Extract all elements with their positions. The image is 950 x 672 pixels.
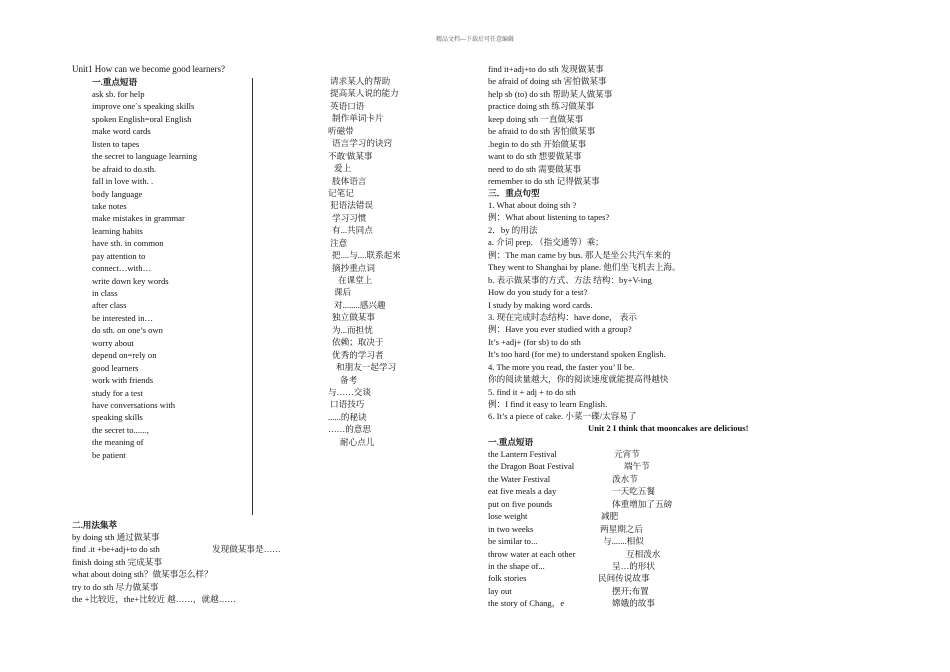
usage-line: .begin to do sth 开始做某事 [488, 138, 587, 149]
unit2-phrase-en: be similar to... [488, 536, 538, 547]
phrase-en: make word cards [92, 126, 151, 137]
unit1-title: Unit1 How can we become good learners? [72, 64, 225, 74]
phrase-en: make mistakes in grammar [92, 213, 185, 224]
phrase-zh: 独立做某事 [332, 312, 375, 323]
english-phrase-list [92, 88, 197, 461]
sentence-line: It’s too hard (for me) to understand spoken English. [488, 349, 666, 360]
phrase-zh: 备考 [340, 374, 358, 385]
phrase-zh: 爱上 [334, 163, 352, 174]
phrase-zh: 学习习惯 [332, 212, 367, 223]
phrase-zh: 请求某人的帮助 [330, 76, 391, 86]
unit1-section2-title: 二.用法集萃 [72, 520, 118, 530]
sentence-line: 例：Have you ever studied with a group? [488, 324, 632, 335]
phrase-zh: 把....与....联系起来 [332, 250, 401, 261]
sentence-line: 2．by 的用法 [488, 224, 538, 235]
sentence-pattern-list [488, 199, 681, 423]
sentence-line: 你的阅读量越大，你的阅读速度就能提高得越快 [488, 374, 669, 385]
unit2-phrase-zh: 呈…的形状 [612, 560, 655, 571]
unit2-phrase-zh: 体重增加了五磅 [612, 498, 673, 509]
phrase-en: do sth. on one’s own [92, 325, 163, 336]
phrase-zh: 在课堂上 [338, 275, 373, 285]
usage-line: remember to do sth 记得做某事 [488, 175, 600, 186]
unit2-chinese-meaning-list [0, 448, 672, 610]
sentence-line: I study by making word cards. [488, 299, 593, 310]
usage-line: try to do sth 尽力做某事 [72, 581, 159, 592]
phrase-en: work with friends [92, 375, 154, 386]
phrase-en: the secret to language learning [92, 151, 197, 162]
phrase-zh: 和朋友一起学习 [336, 362, 397, 373]
sentence-line: How do you study for a test? [488, 287, 588, 298]
phrase-en: good learners [92, 362, 139, 373]
sentence-line: 1. What about doing sth ? [488, 200, 577, 210]
phrase-en: the meaning of [92, 437, 144, 448]
sentence-line: 例：The man came by bus. 那人是坐公共汽车来的 [488, 249, 671, 260]
usage-line: be afraid to do sth 害怕做某事 [488, 126, 596, 137]
phrase-zh: 摘抄重点词 [332, 262, 375, 273]
phrase-en: in class [92, 288, 118, 298]
phrase-zh: 犯语法错误 [330, 200, 373, 211]
usage-line: the +比较近，the+比较近 越……，就越…… [72, 594, 236, 605]
phrase-zh: 对........感兴趣 [334, 299, 386, 310]
unit2-phrase-zh: 互相泼水 [626, 548, 661, 559]
unit2-phrase-en: in two weeks [488, 523, 534, 534]
phrase-zh: 与……交谈 [328, 386, 371, 397]
phrase-zh: 有...共同点 [332, 225, 373, 236]
phrase-en: write down key words [92, 275, 169, 286]
phrase-zh: 语言学习的诀窍 [332, 138, 393, 149]
usage-line: be afraid of doing sth 害怕做某事 [488, 76, 607, 87]
unit2-phrase-zh: 元宵节 [614, 449, 640, 459]
unit2-phrase-zh: 泼水节 [612, 473, 638, 484]
phrase-en: have sth. in common [92, 238, 164, 249]
unit2-phrase-en: the Dragon Boat Festival [488, 461, 575, 472]
phrase-zh: 不敢'做某事 [328, 150, 373, 161]
unit1-section1-title: 一.重点短语 [92, 77, 138, 87]
phrase-en: pay attention to [92, 250, 146, 261]
phrase-en: listen to tapes [92, 138, 140, 149]
usage-line: find it+adj+to do sth 发现做某事 [488, 64, 604, 74]
column2-usage-list [488, 63, 612, 187]
page-header: 精品文档---下载后可任意编辑 [436, 37, 514, 43]
unit2-phrase-zh: 嫦娥的故事 [612, 598, 655, 609]
unit2-phrase-en: lay out [488, 585, 512, 596]
unit2-phrase-zh: 两星期之后 [600, 523, 643, 534]
phrase-en: connect…with… [92, 263, 152, 274]
phrase-zh: 提高某人说的能力 [330, 88, 399, 99]
sentence-line: They went to Shanghai by plane. 他们坐飞机去上海。 [488, 262, 681, 273]
phrase-zh: 口语技巧 [330, 399, 365, 410]
phrase-en: after class [92, 300, 127, 311]
sentence-line: 例：What about listening to tapes? [488, 212, 610, 223]
unit2-phrase-zh: 减肥 [601, 511, 619, 522]
phrase-en: worry about [92, 337, 134, 348]
unit2-phrase-en: in the shape of... [488, 560, 545, 571]
usage-line: by doing sth 通过做某事 [72, 532, 160, 542]
phrase-zh: 听磁带 [328, 125, 354, 136]
phrase-zh: 注意 [330, 237, 348, 248]
unit1-section3-title: 三．重点句型 [488, 188, 540, 198]
unit2-phrase-en: the story of Chang，e [488, 598, 565, 609]
phrase-en: be afraid to do.sth. [92, 163, 157, 174]
usage-line: find .it +be+adj+to do sth [72, 544, 160, 555]
phrase-zh: 依赖；取决于 [332, 337, 384, 348]
unit2-phrase-zh: 与.......相似 [603, 536, 644, 547]
sentence-line: 6. It’s a piece of cake. 小菜一碟/太容易了 [488, 411, 637, 422]
phrase-en: fall in love with. . [92, 176, 154, 187]
phrase-en: take notes [92, 200, 127, 211]
phrase-en: be patient [92, 449, 126, 460]
unit2-phrase-zh: 一天吃五餐 [612, 486, 655, 497]
phrase-en: spoken English=oral English [92, 113, 192, 124]
usage-line: help sb (to) do sth 帮助某人做某事 [488, 88, 613, 99]
usage-find-meaning: 发现做某事是…… [212, 544, 281, 554]
unit2-phrase-zh: 端午节 [624, 461, 650, 472]
unit2-phrase-en: eat five meals a day [488, 486, 557, 497]
unit2-phrase-en: throw water at each other [488, 548, 576, 559]
phrase-zh: 肢体语言 [332, 175, 367, 186]
unit2-phrase-zh: 民间传说故事 [598, 573, 650, 584]
phrase-zh: 耐心点儿 [340, 436, 375, 447]
unit2-phrase-zh: 摆开;布置 [612, 585, 649, 596]
phrase-en: speaking skills [92, 412, 143, 423]
phrase-en: the secret to......， [92, 424, 156, 435]
usage-line: keep doing sth 一直做某事 [488, 113, 584, 124]
phrase-zh: ......的秘诀 [328, 411, 367, 422]
phrase-zh: 课后 [334, 287, 352, 298]
usage-line: practice doing sth 练习做某事 [488, 101, 595, 112]
phrase-zh: 为...而担忧 [332, 324, 373, 335]
phrase-en: ask sb. for help [92, 89, 145, 99]
phrase-zh: 记笔记 [328, 187, 354, 198]
unit2-section1-title: 一.重点短语 [488, 437, 534, 447]
sentence-line: It’s +adj+ (for sb) to do sth [488, 336, 581, 347]
chinese-meaning-list [328, 75, 401, 448]
phrase-zh: 优秀的学习者 [332, 349, 384, 360]
sentence-line: 例：I find it easy to learn English. [488, 399, 608, 409]
usage-line: what about doing sth？做某事怎么样？ [72, 569, 213, 580]
usage-line: finish doing sth 完成某事 [72, 556, 162, 567]
phrase-zh: 制作单词卡片 [332, 113, 384, 124]
unit2-phrase-en: folk stories [488, 573, 527, 584]
unit2-title: Unit 2 I think that mooncakes are delicious! [588, 423, 749, 433]
phrase-en: body language [92, 188, 143, 199]
unit2-phrase-en: the Lantern Festival [488, 449, 557, 459]
sentence-line: b. 表示做某事的方式、方法 结构：by+V-ing [488, 274, 652, 285]
sentence-line: 4. The more you read, the faster you’ ll be. [488, 361, 635, 372]
phrase-zh: ……的意思 [328, 424, 371, 435]
phrase-en: learning habits [92, 225, 143, 236]
sentence-line: 3. 现在完成时态结构：have done， 表示 [488, 311, 637, 322]
unit2-phrase-en: the Water Festival [488, 473, 551, 484]
sentence-line: 5. find it + adj + to do sth [488, 386, 576, 397]
phrase-en: improve one`s speaking skills [92, 101, 195, 112]
unit2-phrase-en: lose weight [488, 511, 528, 522]
sentence-line: a. 介词 prep. （指交通等）乘； [488, 237, 604, 248]
phrase-en: be interested in… [92, 312, 154, 323]
phrase-en: depend on=rely on [92, 350, 157, 361]
phrase-zh: 英语口语 [330, 100, 365, 111]
usage-line: need to do sth 需要做某事 [488, 163, 582, 174]
phrase-en: have conversations with [92, 399, 176, 410]
usage-line: want to do sth 想要做某事 [488, 151, 582, 162]
phrase-en: study for a test [92, 387, 143, 398]
unit2-phrase-en: put on five pounds [488, 498, 553, 509]
